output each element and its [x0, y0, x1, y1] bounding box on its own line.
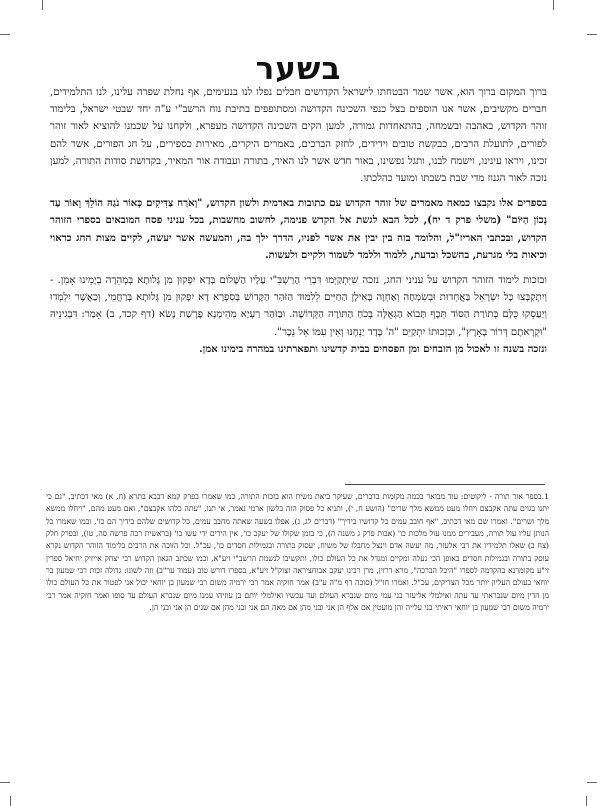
crop-mark — [42, 0, 43, 10]
crop-mark — [586, 796, 587, 806]
footnote-text: בספר אור תורה - ליקוטים: עוד מבואר בכמה מקומות בדברים, שעיקר ביאת משיח הוא בזכות התורה, כמו שאמרו בפרק קמא דבבא בתרא (ח, א) מאי דכתיב, "גם כי יתנו בגוים עתה אקבצם ויחלו מעט ממשא מלך שרים" (הושע ח, י), ותניא כל פסוק הזה בלשון ארמי נאמר, אי תנו, "עתה כלהו אקבצם", ואם מעט מהם, "ויחלו ממשא מלך ושרים". ואמרו שם מאי דכתיב, "אף חובב עמים כל קדושיו בידיך" (דברים לג, ג), אפלו בשעה שאתה מחבב עמים, כל קדושים שלהם בידיך הם כו', וכמו שאמרו כל הנותן עליו עול תורה, מעבירים ממנו עול מלכות כו' (אבות פרק ג משנה ה), כי בזמן שקולו של יעקב כו', אין הידים ידי עשו כו' (בראשית רבה פרשה סה, טו), ובפרק חלק (צח ב) שאלו תלמידיו את רבי אלעזר, מה יעשה אדם וינצל מחבלו של משיח, יעסוק בתורה ובגמילות חסדים כו', עכ"ל. וכל הזוכה את הרבים בלימוד הזוהר הקדוש נקרא עוסק בתורה ובגמילות חסדים באופן הכי נעלה ומקיים ומגדל את כל העולם כולו, ותקשיבו לנשמת הרשב"י זיע"א, וכמו שכתב הגאון הקדוש רבי יצחק אייזיק יחיאל ספרין זי"ע מקומרנא בהקדמה לספרו "היכל הברכה", מרא דרזין, מרן רבינו יעקב אבוחציראה זצוק"ל זיע"א, בספרו דורש טוב (עמוד ער"ב) וזה לשונו: גדולה זכות רבי שמעון בר יוחאי בעולם העליון יותר מכל הצדיקים, עכ"ל. ואמרו חז"ל (סוכה דף מ"ה ע"ב) אמר חזקיה אמר רבי ירמיה משום רבי שמעון בן יוחאי יכול אני לפטור את כל העולם כולו מן הדין מיום שנבראתי עד עתה ואילמלי אליעזר בני עמי מיום שנברא העולם ועד עכשיו ואילמלי יותם בן עוזיהו עמנו מיום שנברא העולם עד סופו ואמר חזקיה אמר רבי ירמיה משום רבי שמעון בן יוחאי ראיתי בני עלייה והן מועטין אם אלף הן אני ובני מהן אם מאה הם אני ובני מהן אם שנים הן אני ובני הן. — [46, 492, 549, 613]
paragraph-purpose: בספרים אלו נקבצו כמאה מאמרים של זוהר הקדוש עם כתובות בארמית ולשון הקדוש, "וְאֹרַח צַדִּיקִים כְּאוֹר נֹגַהּ הוֹלֵךְ וָאוֹר עַד נְכוֹן הַיּוֹם" (משלי פרק ד יח), לכל הבא לגשת אל הקדש פנימה, לחשוב מחשבות, בכל עניני פסח המובאים בספרי הזוהר הקדוש, ובכתבי האריז"ל, והלומד בזה בין יבין את אשר לפניו, הדרך ילך בה, והמעשה אשר יעשה, לקיים מצות החג כראוי וכיאות בלי מגרעת, בהשכל ובדעת, ללמוד וללמד לשמור ולקיים ולעשות. — [50, 198, 547, 261]
crop-mark — [553, 0, 554, 10]
main-text — [50, 84, 547, 366]
paragraph-merit: ובזכות לימוד הזוהר הקדוש על עניני החג, נזכה שִׁיִּתְקַיְּמוּ דִּבְרֵי הָרַשְׁבִּ"י עָלָיו הַשָּׁלוֹם בְּדָא יִפְקוּן מִן גָּלוּתָא בְּמְהֵרָה בְיָמֵינוּ אָמֵן. - וְיִתְקַבְּצוּ כָּל יִשְׂרָאֵל בַּאֲחְדוּת וּבְשִׂמְחָה וְאַחְוָה בָּאִילָן הַחַיִּים לְלִמּוּד הַזֹּהַר הַקָּדוֹשׁ בְּסִפְרָא דָא יִפְקוּן מִן גָּלוּתָא בְּרַחֲמֵי, וְכַאֲשֶׁר יִלְמְדוּ וְיַעַסְקוּ כֻּלָּם בְּתוֹרַת הַסּוֹד תֵּכֶף תָּבוֹא הַגְּאֻלָּה בְּכֹחַ הַתּוֹרָה הַקְּדוֹשָׁה. וּבַזֹּהַר רַעְיָא מְהֵימְנָא פָּרָשַׁת נָשֹׂא (דף קכד, ב) אָמַר: דִּבְגִינֵיהּ "וּקְרָאתֶם דְּרוֹר בָּאָרֶץ", וּבִזְכוּתוֹ יִתְקַיֵּם "ה' בָּדָד יַנְחֶנּוּ וְאֵין עִמּוֹ אֵל נֵכָר". — [50, 275, 547, 338]
footnote — [46, 491, 549, 614]
paragraph-intro: ברוך המקום ברוך הוא, אשר שמר הבטחתו לישראל הקדושים חבלים נפלו לנו בנעימים, אף נחלת שפרה עלינו, לנו התלמידים, חברים מקשיבים, אשר אנו הוספים בצל כנפי השכינה הקדושה ומסתופפים בתיבת נוח הרשב"י ע"ה יחד שבטי ישראל, בלימוד זוהר הקדוש, באהבה ובשמחה, בהתאחדות גמורה, למען הקים השכינה הקדושה מעפרא, ולקחנו על שכמנו להוציא לאור זוהר לפורים, לתועלת הרבים, כבקשת טובים וידידים, לחזק הברכים, באמרים היקרים, מאירות כספירים, על חג הפורים, אשר להם זכינו, ויראו עינינו, וישמח לבנו, ותגל נפשינו, באור חדש אשר לנו האיר, בתורה ועבודה אור המאיר, בקדושת סודות התורה, למען נזכה לאור הגנוז מדי שבת בשבתו ומועד כהלכתו. — [50, 87, 547, 185]
crop-mark — [587, 782, 597, 783]
crop-mark — [0, 782, 10, 783]
footnote-divider — [345, 484, 545, 485]
paragraph-closing: ונזכה בשנה זו לאכול מן הזבחים ומן הפסחים בבית קדשינו ותפארתינו במהרה בימינו אמן. — [199, 343, 547, 355]
page-title: בשער — [255, 50, 342, 87]
crop-mark — [587, 34, 597, 35]
crop-mark — [10, 796, 11, 806]
crop-mark — [0, 34, 10, 35]
footnote-dot: . — [541, 492, 545, 501]
footnote-number: 1 — [544, 492, 549, 501]
